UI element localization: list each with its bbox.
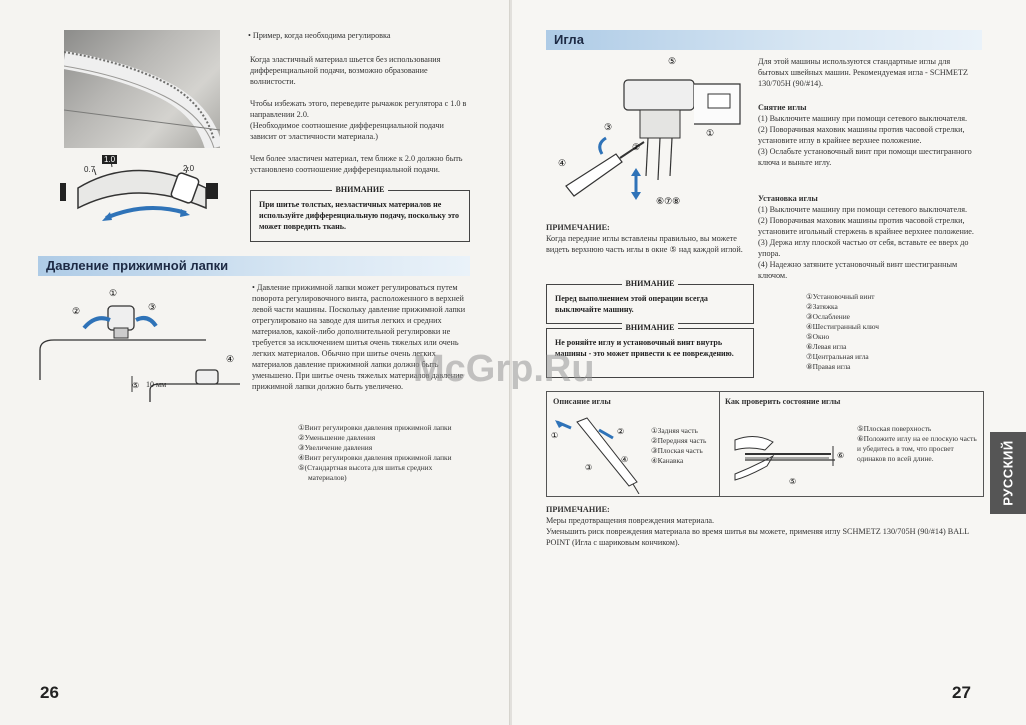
needle-legend [806,292,879,372]
needle-section-bar [546,30,982,50]
legend-item: ⑧Правая игла [806,362,851,371]
needle-check-title: Как проверить состояние иглы [725,397,841,406]
remove-step: (1) Выключите машину при помощи сетевого выключателя. [758,114,968,123]
svg-text:④: ④ [226,354,235,364]
needle-info-box [546,391,984,497]
svg-text:⑤: ⑤ [668,56,677,66]
install-title: Установка иглы [758,194,818,203]
diff-feed-p4: Чем более эластичен материал, тем ближе к 2.0 должно быть установлено соотношение дифференциальной подачи. [250,154,463,174]
page-number-right: 27 [952,683,971,702]
svg-text:②: ② [617,427,625,436]
remove-title: Снятие иглы [758,103,807,112]
legend-item: ⑤Плоская поверхность [857,424,932,433]
legend-item: ②Уменьшение давления [298,433,376,442]
svg-text:⑤: ⑤ [132,381,140,390]
needle-intro: Для этой машины используются стандартные иглы для бытовых швейных машин. Рекомендуемая игла - SCHMETZ 130/705H (90/#14). [758,57,969,88]
legend-item: ②Затяжка [806,302,838,311]
needle-desc-diagram [551,410,645,494]
svg-text:②: ② [632,142,641,152]
presser-dim-label: 10 мм [146,380,167,389]
warning-title: ВНИМАНИЕ [622,279,679,288]
warning-text: При шитье толстых, неэластичных материалов не используйте дифференциальную подачу, поскольку это может повредить ткань. [259,200,460,231]
legend-item: ⑦Центральная игла [806,352,869,361]
warning-title: ВНИМАНИЕ [622,323,679,332]
legend-item: ①Винт регулировки давления прижимной лапки [298,423,452,432]
presser-screw-diagram [36,284,242,422]
diff-feed-lever-diagram [56,153,226,233]
remove-steps [758,113,982,168]
needle-desc-legend [651,426,706,466]
note-title: ПРИМЕЧАНИЕ: [546,223,610,232]
page-number-left: 26 [40,683,59,702]
svg-text:⑤: ⑤ [789,477,797,486]
example-bullet: • Пример, когда необходима регулировка [248,31,391,40]
svg-text:①: ① [551,431,559,440]
needle-check-legend [857,424,981,464]
svg-text:⑥: ⑥ [837,451,845,460]
svg-text:①: ① [706,128,715,138]
scale-label-20: 2.0 [183,164,195,173]
language-tab-label: РУССКИЙ [1000,440,1016,506]
note-text: Когда передние иглы вставлены правильно, вы можете видеть верхнюю часть иглы в окне ⑤ над каждой иглой. [546,234,743,254]
warning-title: ВНИМАНИЕ [332,185,389,194]
install-step: (4) Надежно затяните установочный винт шестигранным ключом. [758,260,958,280]
svg-text:①: ① [109,288,118,298]
diff-feed-p1: Когда эластичный материал шьется без использования дифференциальной подачи, возможно образование волнистости. [250,55,441,86]
needle-check-diagram [725,410,853,494]
svg-text:②: ② [72,306,81,316]
note2-title: ПРИМЕЧАНИЕ: [546,505,610,514]
svg-text:④: ④ [621,455,629,464]
watermark: McGrp.Ru [413,348,595,390]
legend-item: ①Установочный винт [806,292,875,301]
install-step: (3) Держа иглу плоской частью от себя, вставьте ее вверх до упора. [758,238,969,258]
needle-install-diagram [544,54,754,214]
legend-item: ⑥Положите иглу на ее плоскую часть и убедитесь в том, что просвет одинаков по всей длине. [857,434,977,463]
legend-item: ⑥Левая игла [806,342,847,351]
legend-item: ③Ослабление [806,312,850,321]
svg-text:③: ③ [604,122,613,132]
legend-item: ④Винт регулировки давления прижимной лапки [298,453,452,462]
svg-text:⑥⑦⑧: ⑥⑦⑧ [656,196,681,206]
note2-text2: Уменьшить риск повреждения материала во время шитья вы можете, применяя иглу SCHMETZ 130/705H (90/#14) BALL POINT (Игла с шариковым кончиком). [546,527,969,547]
legend-item: ⑤(Стандартная высота для шитья средних [298,463,433,472]
warning-text: Перед выполнением этой операции всегда выключайте машину. [555,294,708,314]
scale-label-07: 0.7 [84,165,96,174]
install-steps [758,204,982,281]
fabric-photo [64,30,220,148]
svg-text:④: ④ [558,158,567,168]
presser-text: • Давление прижимной лапки может регулироваться путем поворота регулировочного винта, расположенного в верхней левой части машины. Поскольку давление прижимной лапки отрегулировано на заводе для шитья легких и средних материалов, какой-либо дополнительной регулировки не требуется за исключением шитья очень тяжелых или очень легких материалов. Обычно при шитье очень легких материалов давление прижимной лапки должно быть уменьшено. При шитье очень тяжелых материалов давление прижимной лапки должно быть увеличено. [252,283,466,391]
note2-text: Меры предотвращения повреждения материала. [546,516,715,525]
diff-feed-warning [250,185,470,242]
presser-section-title: Давление прижимной лапки [46,258,229,273]
legend-item: ②Передняя часть [651,436,707,445]
legend-item: ①Задняя часть [651,426,698,435]
legend-item: материалов) [308,473,347,482]
scale-label-10: 1.0 [104,155,116,164]
presser-legend [298,423,452,483]
language-tab [990,432,1026,514]
legend-item: ④Шестигранный ключ [806,322,879,331]
install-step: (2) Поворачивая маховик машины против часовой стрелки, установите игольный стержень в крайнее верхнее положение. [758,216,974,236]
legend-item: ④Канавка [651,456,684,465]
svg-text:③: ③ [585,463,593,472]
legend-item: ⑤Окно [806,332,830,341]
presser-section-bar [38,256,470,276]
install-step: (1) Выключите машину при помощи сетевого выключателя. [758,205,968,214]
svg-text:③: ③ [148,302,157,312]
diff-feed-p2: Чтобы избежать этого, переведите рычажок регулятора с 1.0 в направлении 2.0. [250,99,467,119]
legend-item: ③Плоская часть [651,446,703,455]
legend-item: ③Увеличение давления [298,443,373,452]
needle-section-title: Игла [554,32,584,47]
warning-text: Не роняйте иглу и установочный винт внутрь машины - это может привести к ее повреждению. [555,338,734,358]
needle-desc-title: Описание иглы [553,397,611,406]
remove-step: (2) Поворачивая маховик машины против часовой стрелки, установите иглу в крайнее верхнее положение. [758,125,965,145]
diff-feed-p3: (Необходимое соотношение дифференциальной подачи зависит от эластичности материала.) [250,121,444,141]
needle-warning-1 [546,279,754,324]
remove-step: (3) Ослабьте установочный винт при помощи шестигранного ключа и выньте иглу. [758,147,972,167]
